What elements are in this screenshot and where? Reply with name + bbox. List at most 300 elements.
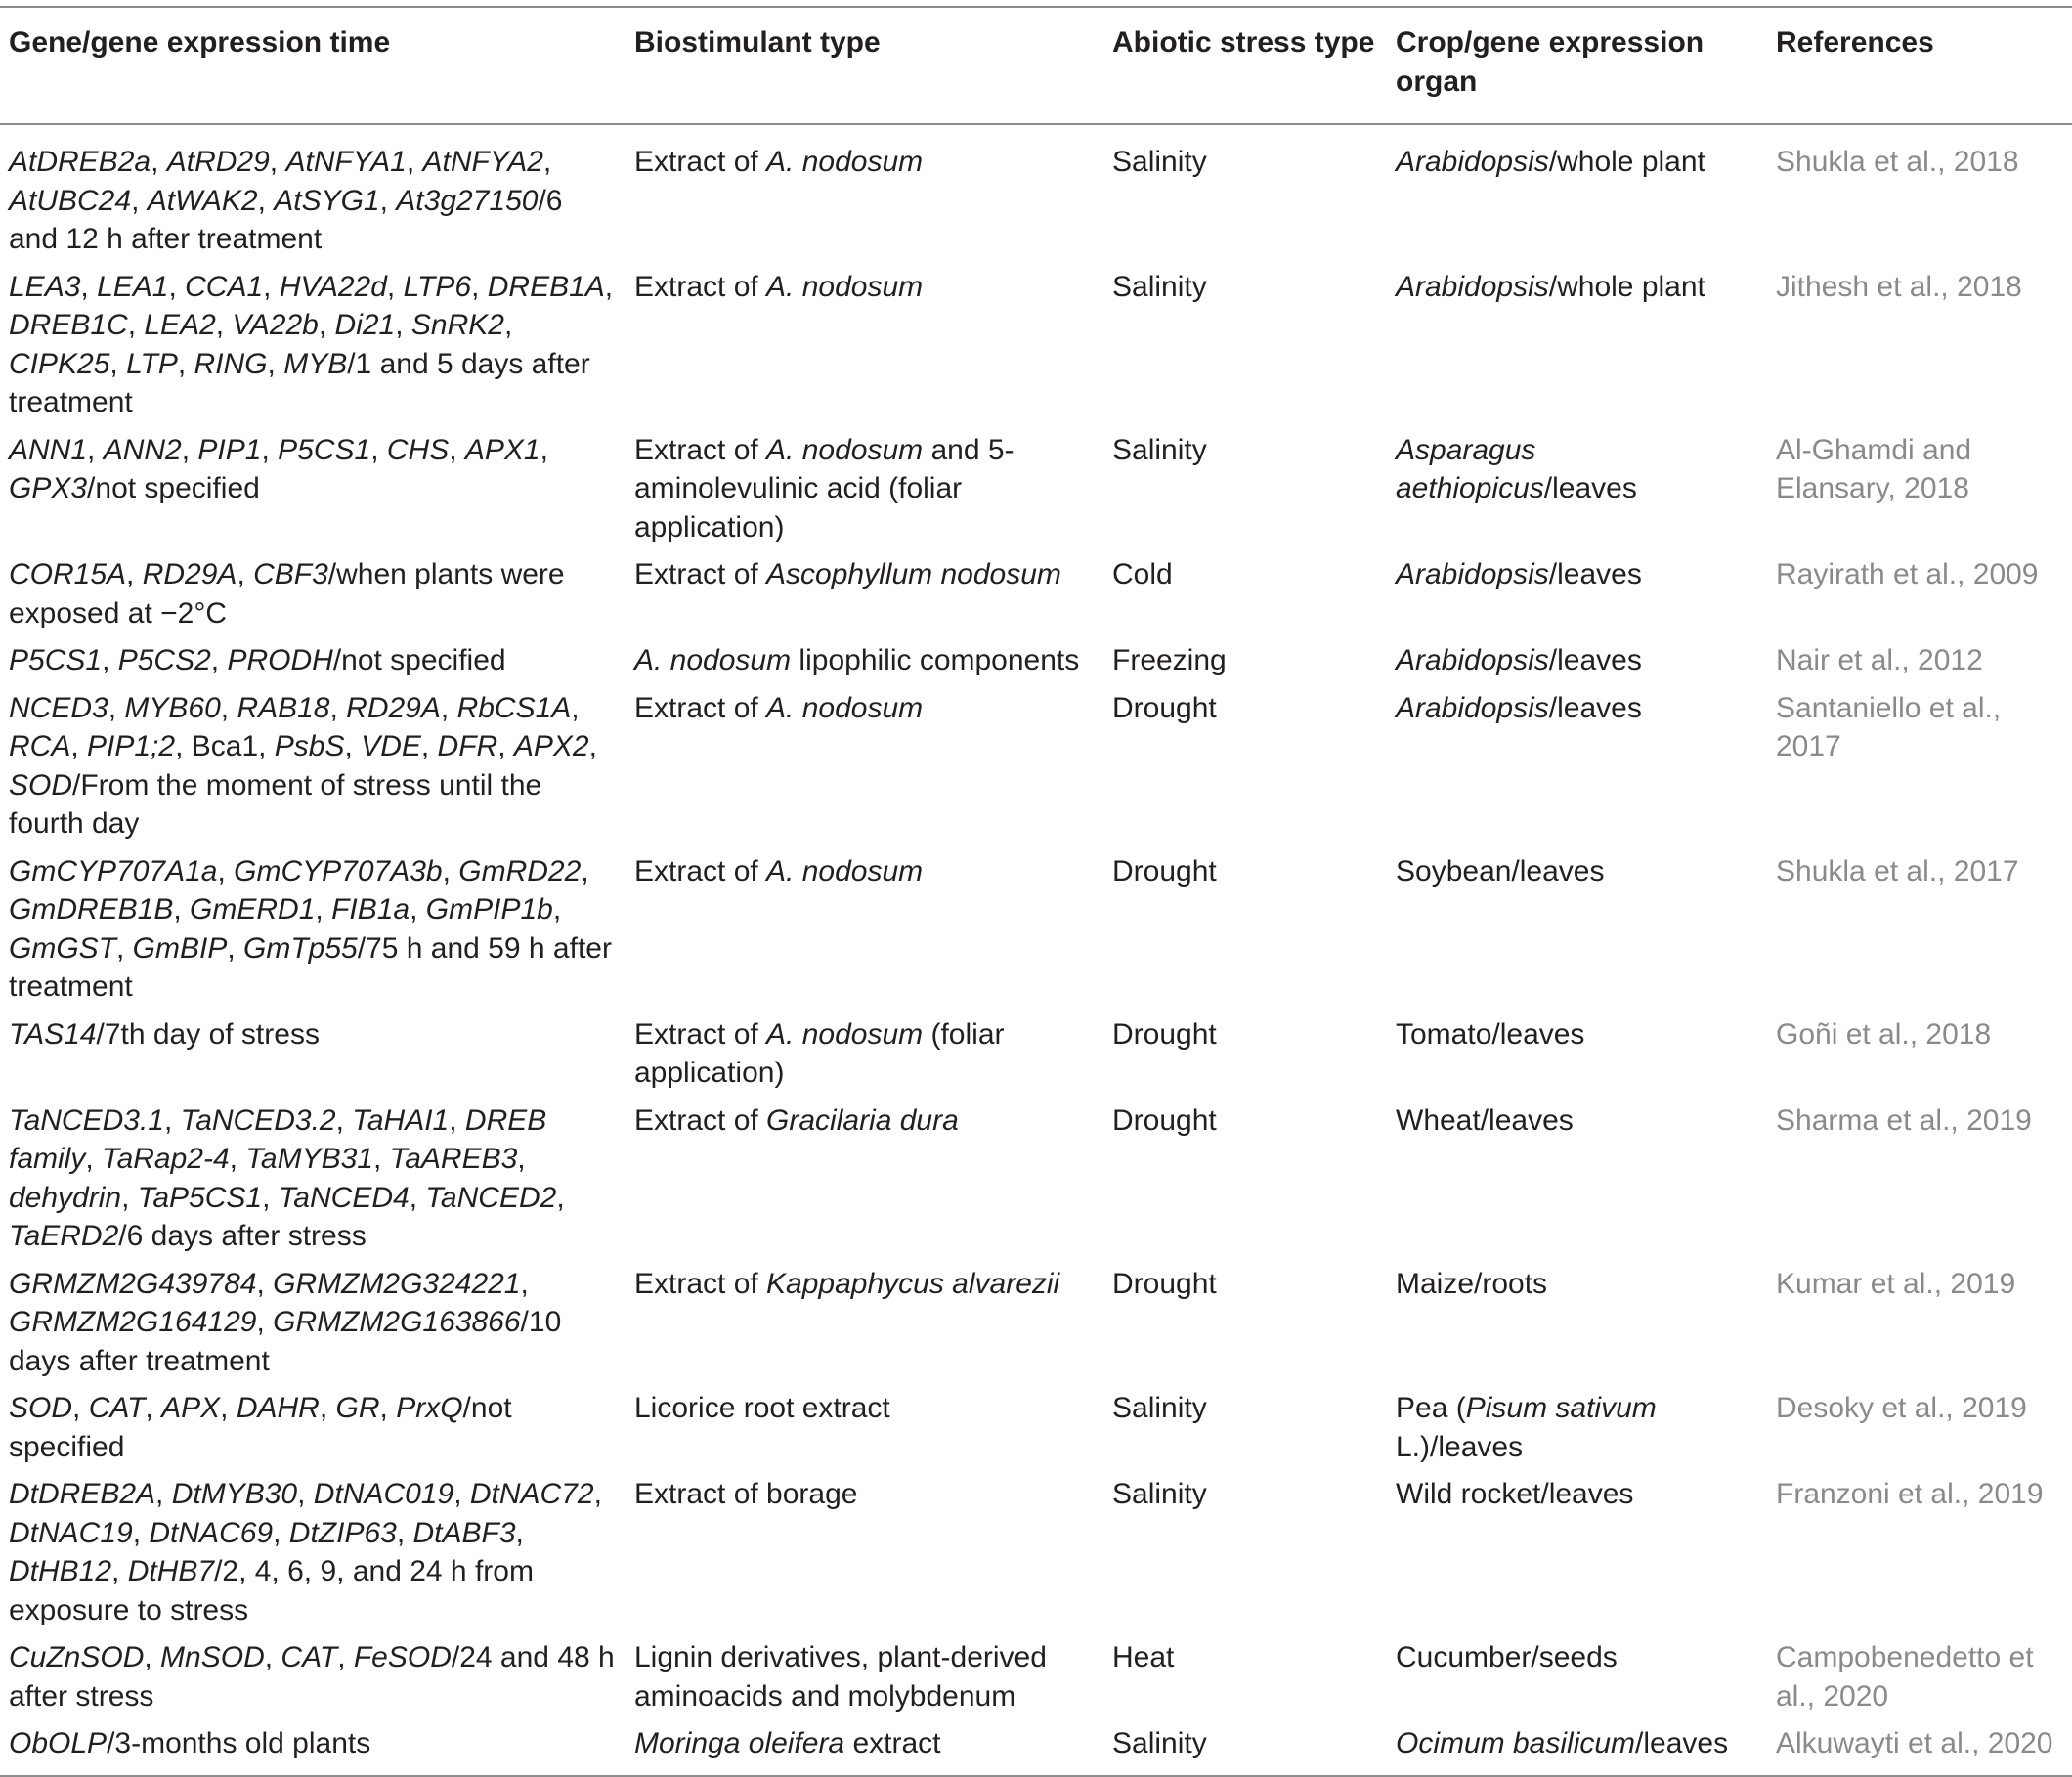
text-segment: /leaves bbox=[1635, 1727, 1729, 1759]
text-segment: , bbox=[273, 1516, 289, 1549]
cell-genes bbox=[0, 551, 626, 637]
italic-term: GR bbox=[335, 1392, 380, 1424]
document-table-container bbox=[0, 6, 2072, 1777]
table-row bbox=[0, 1385, 2072, 1471]
cell-genes bbox=[0, 427, 626, 552]
text-segment: , bbox=[181, 433, 198, 466]
text-segment: , bbox=[70, 730, 88, 762]
text-segment: /From the moment of stress until the fourth day bbox=[9, 768, 542, 840]
text-segment: , bbox=[217, 854, 235, 888]
italic-term: Pisum sativum bbox=[1465, 1392, 1657, 1424]
cell-reference: Santaniello et al., 2017 bbox=[1776, 691, 2002, 762]
italic-term: TaNCED2 bbox=[425, 1181, 557, 1214]
italic-term: LEA2 bbox=[144, 309, 216, 341]
text-segment: lipophilic components bbox=[791, 644, 1080, 676]
text-segment: , bbox=[116, 932, 133, 965]
text-segment: , bbox=[229, 1143, 246, 1175]
italic-term: ObOLP bbox=[9, 1727, 108, 1759]
text-segment: /75 h and 59 h after treatment bbox=[9, 932, 612, 1003]
italic-term: TaNCED3.2 bbox=[180, 1104, 336, 1137]
italic-term: Arabidopsis bbox=[1396, 644, 1549, 676]
text-segment: , bbox=[542, 146, 552, 178]
text-segment: , bbox=[337, 1641, 354, 1673]
text-segment: /10 days after treatment bbox=[9, 1306, 562, 1377]
text-segment: Wheat/leaves bbox=[1396, 1104, 1574, 1137]
italic-term: COR15A bbox=[9, 558, 127, 590]
table-row bbox=[0, 848, 2072, 1012]
text-segment: , bbox=[329, 691, 347, 724]
italic-term: TaNCED3.1 bbox=[9, 1104, 164, 1137]
italic-term: Arabidopsis bbox=[1396, 270, 1549, 303]
text-segment: , bbox=[410, 893, 426, 926]
text-segment: , bbox=[262, 1181, 279, 1214]
italic-term: CuZnSOD bbox=[9, 1641, 145, 1673]
text-segment: L.)/leaves bbox=[1396, 1430, 1524, 1463]
cell-genes bbox=[0, 685, 626, 848]
cell-biostimulant bbox=[626, 848, 1103, 1012]
italic-term: DtHB7 bbox=[127, 1555, 215, 1587]
italic-term: RbCS1A bbox=[456, 691, 572, 724]
italic-term: LTP bbox=[126, 347, 178, 380]
italic-term: FeSOD bbox=[353, 1641, 452, 1673]
text-segment: , bbox=[72, 1392, 89, 1424]
cell-stress-type: Salinity bbox=[1112, 433, 1207, 466]
text-segment: , bbox=[126, 558, 143, 590]
italic-term: TaP5CS1 bbox=[137, 1181, 263, 1214]
cell-reference: Sharma et al., 2019 bbox=[1776, 1104, 2032, 1137]
text-segment: , bbox=[318, 309, 335, 341]
text-segment: Cucumber/seeds bbox=[1396, 1641, 1618, 1673]
text-segment: , bbox=[269, 146, 286, 178]
text-segment: , bbox=[168, 270, 186, 303]
italic-term: APX1 bbox=[464, 433, 540, 466]
table-row bbox=[0, 1634, 2072, 1720]
italic-term: RD29A bbox=[346, 691, 441, 724]
cell-reference: Campobenedetto et al., 2020 bbox=[1776, 1641, 2034, 1712]
cell-crop-organ bbox=[1387, 1471, 1767, 1634]
cell-stress-type: Freezing bbox=[1112, 644, 1227, 676]
text-segment: Extract of bbox=[634, 1104, 767, 1137]
italic-term: RCA bbox=[9, 730, 71, 762]
text-segment: and 5-aminolevulinic acid (foliar application) bbox=[634, 433, 1014, 543]
cell-stress-type: Drought bbox=[1112, 1018, 1217, 1051]
text-segment: , bbox=[344, 730, 362, 762]
italic-term: GRMZM2G163866 bbox=[273, 1306, 521, 1338]
text-segment: , bbox=[80, 270, 98, 303]
italic-term: DtNAC72 bbox=[469, 1478, 594, 1510]
table-row bbox=[0, 637, 2072, 685]
italic-term: Gracilaria dura bbox=[766, 1104, 959, 1137]
italic-term: CHS bbox=[386, 433, 450, 466]
cell-reference: Alkuwayti et al., 2020 bbox=[1776, 1727, 2053, 1759]
text-segment: , bbox=[453, 1478, 470, 1510]
cell-stress-type: Salinity bbox=[1112, 1392, 1207, 1424]
italic-term: ANN2 bbox=[103, 433, 182, 466]
italic-term: TaRap2-4 bbox=[102, 1143, 230, 1175]
cell-genes bbox=[0, 1634, 626, 1720]
text-segment: Extract of borage bbox=[634, 1478, 858, 1510]
text-segment: Tomato/leaves bbox=[1396, 1018, 1585, 1051]
italic-term: GRMZM2G164129 bbox=[9, 1306, 257, 1338]
text-segment: , bbox=[449, 1104, 465, 1137]
italic-term: GmPIP1b bbox=[425, 893, 553, 926]
italic-term: VDE bbox=[361, 730, 421, 762]
text-segment: , bbox=[552, 893, 562, 926]
text-segment: , bbox=[319, 1392, 336, 1424]
text-segment: /3-months old plants bbox=[107, 1727, 371, 1759]
table-row bbox=[0, 1261, 2072, 1386]
cell-crop-organ bbox=[1387, 1098, 1767, 1261]
text-segment: , bbox=[215, 309, 233, 341]
text-segment: extract bbox=[844, 1727, 941, 1759]
italic-term: GRMZM2G439784 bbox=[9, 1267, 257, 1300]
italic-term: PIP1;2 bbox=[87, 730, 176, 762]
cell-stress-type: Drought bbox=[1112, 1104, 1217, 1137]
table-body bbox=[0, 124, 2072, 1776]
text-segment: , bbox=[372, 1143, 390, 1175]
text-segment: , bbox=[449, 433, 465, 466]
cell-reference: Desoky et al., 2019 bbox=[1776, 1392, 2027, 1424]
italic-term: TaAREB3 bbox=[389, 1143, 518, 1175]
text-segment: , bbox=[588, 730, 597, 762]
text-segment: Pea ( bbox=[1396, 1392, 1466, 1424]
cell-genes bbox=[0, 1098, 626, 1261]
italic-term: A. nodosum bbox=[766, 146, 924, 178]
cell-reference: Al-Ghamdi and Elansary, 2018 bbox=[1776, 433, 1972, 504]
italic-term: NCED3 bbox=[9, 691, 108, 724]
italic-term: DtZIP63 bbox=[288, 1516, 397, 1549]
table-row bbox=[0, 551, 2072, 637]
cell-genes bbox=[0, 1720, 626, 1776]
italic-term: AtUBC24 bbox=[9, 184, 132, 217]
italic-term: Ocimum basilicum bbox=[1396, 1727, 1636, 1759]
italic-term: DREB family bbox=[9, 1104, 547, 1175]
text-segment: /leaves bbox=[1543, 472, 1637, 504]
table-row bbox=[0, 427, 2072, 552]
cell-reference: Nair et al., 2012 bbox=[1776, 644, 1983, 676]
italic-term: Asparagus aethiopicus bbox=[1396, 433, 1544, 504]
italic-term: TaHAI1 bbox=[352, 1104, 450, 1137]
header-abiotic-stress-type: Abiotic stress type bbox=[1112, 26, 1375, 59]
cell-biostimulant bbox=[626, 1634, 1103, 1720]
text-segment: /24 and 48 h after stress bbox=[9, 1641, 615, 1712]
italic-term: Moringa oleifera bbox=[634, 1727, 845, 1759]
italic-term: CAT bbox=[281, 1641, 338, 1673]
italic-term: DREB1A bbox=[487, 270, 605, 303]
cell-reference: Shukla et al., 2017 bbox=[1776, 854, 2019, 888]
text-segment: , bbox=[132, 1516, 150, 1549]
header-crop-organ: Crop/gene expression organ bbox=[1396, 26, 1705, 98]
text-segment: /6 days after stress bbox=[118, 1220, 367, 1252]
text-segment: (foliar application) bbox=[634, 1018, 1005, 1089]
text-segment: /2, 4, 6, 9, and 24 h from exposure to stress bbox=[9, 1555, 534, 1626]
text-segment: , bbox=[220, 691, 237, 724]
text-segment: , bbox=[556, 1181, 565, 1214]
text-segment: , bbox=[593, 1478, 602, 1510]
italic-term: MYB bbox=[283, 347, 348, 380]
italic-term: GmGST bbox=[9, 932, 116, 965]
table-row bbox=[0, 1471, 2072, 1634]
text-segment: , bbox=[257, 184, 275, 217]
italic-term: AtSYG1 bbox=[274, 184, 380, 217]
cell-reference: Jithesh et al., 2018 bbox=[1776, 270, 2022, 303]
cell-stress-type: Drought bbox=[1112, 691, 1217, 724]
italic-term: TaNCED4 bbox=[278, 1181, 410, 1214]
italic-term: DtABF3 bbox=[412, 1516, 516, 1549]
cell-crop-organ bbox=[1387, 637, 1767, 685]
italic-term: AtDREB2a bbox=[9, 146, 151, 178]
cell-crop-organ bbox=[1387, 427, 1767, 552]
cell-crop-organ bbox=[1387, 1720, 1767, 1776]
text-segment: Extract of bbox=[634, 854, 767, 888]
italic-term: DtDREB2A bbox=[9, 1478, 156, 1510]
text-segment: , bbox=[396, 1516, 413, 1549]
text-segment: , bbox=[145, 1392, 162, 1424]
cell-biostimulant bbox=[626, 124, 1103, 264]
text-segment: /1 and 5 days after treatment bbox=[9, 347, 590, 418]
italic-term: DAHR bbox=[236, 1392, 320, 1424]
text-segment: , bbox=[335, 1104, 353, 1137]
italic-term: Arabidopsis bbox=[1396, 691, 1549, 724]
cell-crop-organ bbox=[1387, 264, 1767, 427]
cell-reference: Franzoni et al., 2019 bbox=[1776, 1478, 2044, 1510]
text-segment: /when plants were exposed at −2°C bbox=[9, 558, 565, 629]
table-row bbox=[0, 685, 2072, 848]
text-segment: , bbox=[177, 347, 194, 380]
italic-term: GmDREB1B bbox=[9, 893, 174, 926]
italic-term: AtRD29 bbox=[166, 146, 270, 178]
text-segment: , bbox=[515, 1516, 524, 1549]
text-segment: Extract of bbox=[634, 691, 767, 724]
cell-biostimulant bbox=[626, 551, 1103, 637]
cell-biostimulant bbox=[626, 685, 1103, 848]
cell-biostimulant bbox=[626, 264, 1103, 427]
text-segment: , bbox=[409, 1181, 426, 1214]
italic-term: ANN1 bbox=[9, 433, 88, 466]
table-row bbox=[0, 1720, 2072, 1776]
italic-term: CBF3 bbox=[253, 558, 328, 590]
text-segment: , bbox=[264, 1641, 281, 1673]
text-segment: , bbox=[256, 1306, 274, 1338]
italic-term: CCA1 bbox=[185, 270, 264, 303]
italic-term: TAS14 bbox=[9, 1018, 97, 1051]
cell-biostimulant bbox=[626, 637, 1103, 685]
text-segment: , bbox=[420, 730, 438, 762]
text-segment: , bbox=[395, 309, 411, 341]
text-segment: Extract of bbox=[634, 146, 767, 178]
text-segment: , bbox=[237, 558, 254, 590]
text-segment: /not specified bbox=[9, 1392, 512, 1463]
italic-term: GRMZM2G324221 bbox=[273, 1267, 521, 1300]
text-segment: , bbox=[131, 184, 148, 217]
cell-crop-organ bbox=[1387, 1012, 1767, 1098]
text-segment: , bbox=[87, 433, 104, 466]
italic-term: P5CS1 bbox=[9, 644, 103, 676]
italic-term: At3g27150 bbox=[396, 184, 539, 217]
cell-genes bbox=[0, 1261, 626, 1386]
text-segment: , bbox=[227, 932, 244, 965]
table-row bbox=[0, 264, 2072, 427]
text-segment: /leaves bbox=[1548, 691, 1642, 724]
cell-stress-type: Salinity bbox=[1112, 146, 1207, 178]
italic-term: GmCYP707A3b bbox=[234, 854, 443, 888]
cell-biostimulant bbox=[626, 1720, 1103, 1776]
italic-term: DtNAC019 bbox=[313, 1478, 454, 1510]
text-segment: , bbox=[540, 433, 548, 466]
italic-term: AtNFYA1 bbox=[285, 146, 407, 178]
text-segment: , bbox=[386, 270, 404, 303]
italic-term: VA22b bbox=[232, 309, 319, 341]
text-segment: /leaves bbox=[1548, 558, 1642, 590]
text-segment: Maize/roots bbox=[1396, 1267, 1548, 1300]
text-segment: , bbox=[497, 730, 514, 762]
text-segment: , bbox=[406, 146, 423, 178]
italic-term: P5CS1 bbox=[278, 433, 371, 466]
italic-term: Ascophyllum nodosum bbox=[766, 558, 1061, 590]
italic-term: APX bbox=[161, 1392, 221, 1424]
text-segment: , bbox=[370, 433, 387, 466]
text-segment: , bbox=[517, 1143, 526, 1175]
text-segment: , bbox=[220, 1392, 237, 1424]
table-row bbox=[0, 1098, 2072, 1261]
text-segment: , bbox=[263, 270, 280, 303]
text-segment: , bbox=[471, 270, 488, 303]
italic-term: DFR bbox=[437, 730, 498, 762]
italic-term: Kappaphycus alvarezii bbox=[766, 1267, 1060, 1300]
cell-reference: Shukla et al., 2018 bbox=[1776, 146, 2019, 178]
italic-term: Di21 bbox=[334, 309, 396, 341]
italic-term: GmTp55 bbox=[243, 932, 358, 965]
text-segment: Wild rocket/leaves bbox=[1396, 1478, 1634, 1510]
cell-stress-type: Heat bbox=[1112, 1641, 1175, 1673]
table-row bbox=[0, 124, 2072, 264]
text-segment: Lignin derivatives, plant-derived aminoacids and molybdenum bbox=[634, 1641, 1047, 1712]
text-segment: , bbox=[173, 893, 191, 926]
cell-crop-organ bbox=[1387, 1385, 1767, 1471]
text-segment: , bbox=[144, 1641, 161, 1673]
text-segment: Extract of bbox=[634, 558, 767, 590]
text-segment: , bbox=[85, 1143, 103, 1175]
header-references: References bbox=[1776, 26, 1934, 59]
cell-stress-type: Salinity bbox=[1112, 1727, 1207, 1759]
italic-term: A. nodosum bbox=[766, 691, 924, 724]
italic-term: LTP6 bbox=[403, 270, 472, 303]
text-segment: , bbox=[109, 347, 127, 380]
text-segment: , bbox=[127, 309, 145, 341]
table-header bbox=[0, 7, 2072, 124]
text-segment: , bbox=[379, 184, 397, 217]
cell-stress-type: Salinity bbox=[1112, 1478, 1207, 1510]
table-row bbox=[0, 1012, 2072, 1098]
italic-term: GPX3 bbox=[9, 472, 88, 504]
italic-term: SnRK2 bbox=[410, 309, 504, 341]
cell-stress-type: Drought bbox=[1112, 1267, 1217, 1300]
italic-term: dehydrin bbox=[9, 1181, 122, 1214]
text-segment: /6 and 12 h after treatment bbox=[9, 184, 563, 255]
cell-genes bbox=[0, 1012, 626, 1098]
text-segment: , bbox=[604, 270, 614, 303]
text-segment: , bbox=[151, 146, 167, 178]
text-segment: , bbox=[440, 691, 457, 724]
cell-stress-type: Cold bbox=[1112, 558, 1173, 590]
text-segment: , bbox=[442, 854, 459, 888]
italic-term: GmERD1 bbox=[190, 893, 316, 926]
text-segment: , bbox=[155, 1478, 172, 1510]
italic-term: AtWAK2 bbox=[147, 184, 258, 217]
text-segment: /whole plant bbox=[1548, 146, 1705, 178]
text-segment: , bbox=[102, 644, 118, 676]
italic-term: CIPK25 bbox=[9, 347, 110, 380]
italic-term: LEA3 bbox=[9, 270, 81, 303]
cell-stress-type: Salinity bbox=[1112, 270, 1207, 303]
italic-term: MnSOD bbox=[160, 1641, 265, 1673]
italic-term: MYB60 bbox=[124, 691, 221, 724]
gene-expression-table bbox=[0, 6, 2072, 1777]
italic-term: GmCYP707A1a bbox=[9, 854, 218, 888]
italic-term: Arabidopsis bbox=[1396, 558, 1549, 590]
cell-biostimulant bbox=[626, 1471, 1103, 1634]
text-segment: Licorice root extract bbox=[634, 1392, 890, 1424]
text-segment: /not specified bbox=[332, 644, 506, 676]
text-segment: , bbox=[121, 1181, 138, 1214]
cell-biostimulant bbox=[626, 427, 1103, 552]
text-segment: Extract of bbox=[634, 270, 767, 303]
text-segment: , bbox=[267, 347, 284, 380]
italic-term: A. nodosum bbox=[766, 854, 924, 888]
cell-biostimulant bbox=[626, 1385, 1103, 1471]
cell-genes bbox=[0, 124, 626, 264]
italic-term: HVA22d bbox=[279, 270, 387, 303]
cell-reference: Goñi et al., 2018 bbox=[1776, 1018, 1992, 1051]
italic-term: P5CS2 bbox=[117, 644, 211, 676]
cell-genes bbox=[0, 1385, 626, 1471]
italic-term: DREB1C bbox=[9, 309, 128, 341]
cell-genes bbox=[0, 848, 626, 1012]
cell-biostimulant bbox=[626, 1012, 1103, 1098]
text-segment: , Bca1, bbox=[175, 730, 275, 762]
text-segment: Soybean/leaves bbox=[1396, 854, 1605, 888]
italic-term: SOD bbox=[9, 1392, 73, 1424]
text-segment: , bbox=[256, 1267, 274, 1300]
italic-term: LEA1 bbox=[97, 270, 169, 303]
italic-term: DtMYB30 bbox=[171, 1478, 298, 1510]
cell-crop-organ bbox=[1387, 124, 1767, 264]
italic-term: PIP1 bbox=[197, 433, 262, 466]
text-segment: , bbox=[581, 854, 589, 888]
cell-genes bbox=[0, 264, 626, 427]
italic-term: GmRD22 bbox=[458, 854, 582, 888]
text-segment: , bbox=[503, 309, 513, 341]
cell-biostimulant bbox=[626, 1261, 1103, 1386]
cell-reference: Rayirath et al., 2009 bbox=[1776, 558, 2039, 590]
text-segment: Extract of bbox=[634, 1267, 767, 1300]
italic-term: RING bbox=[194, 347, 268, 380]
italic-term: A. nodosum bbox=[766, 433, 924, 466]
italic-term: SOD bbox=[9, 768, 73, 802]
italic-term: PsbS bbox=[274, 730, 345, 762]
text-segment: , bbox=[297, 1478, 314, 1510]
italic-term: DtHB12 bbox=[9, 1555, 112, 1587]
text-segment: , bbox=[571, 691, 580, 724]
italic-term: DtNAC69 bbox=[149, 1516, 274, 1549]
italic-term: PrxQ bbox=[396, 1392, 463, 1424]
text-segment: , bbox=[111, 1555, 128, 1587]
cell-reference: Kumar et al., 2019 bbox=[1776, 1267, 2016, 1300]
header-gene-expression-time: Gene/gene expression time bbox=[9, 26, 391, 59]
header-row bbox=[0, 7, 2072, 124]
italic-term: CAT bbox=[88, 1392, 146, 1424]
text-segment: /not specified bbox=[87, 472, 260, 504]
